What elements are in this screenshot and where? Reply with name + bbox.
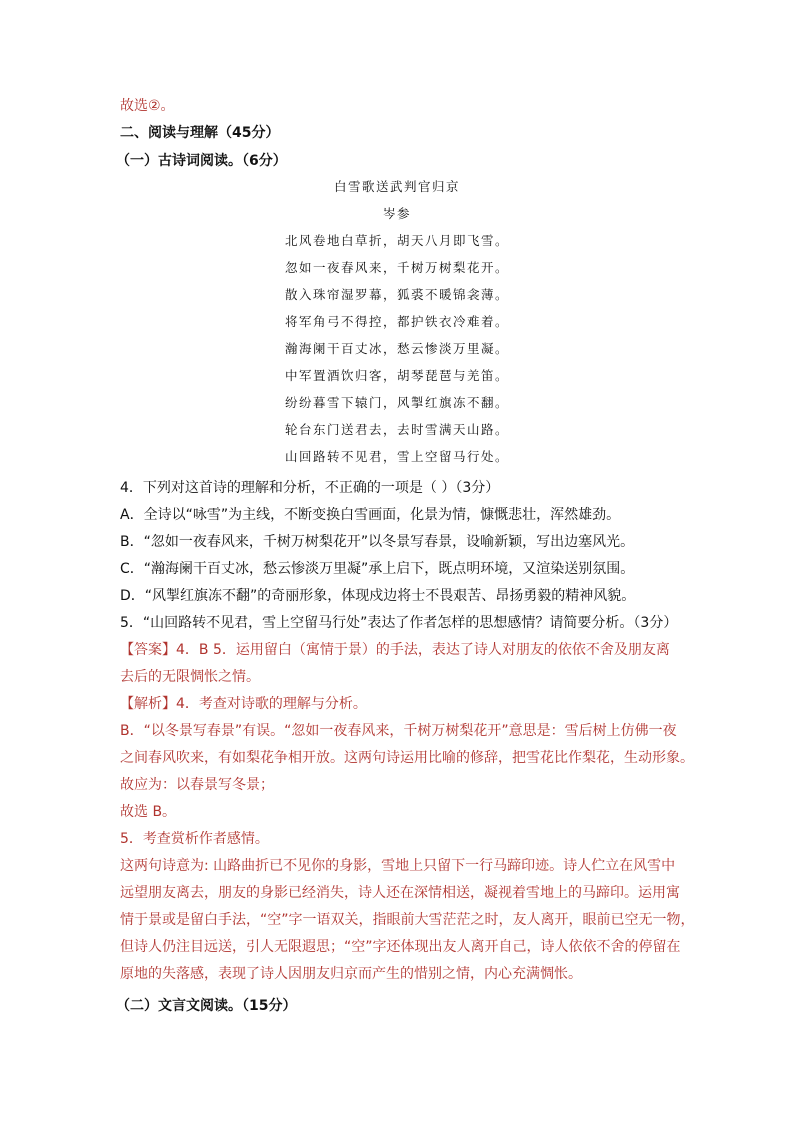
analysis-line: 原地的失落感，表现了诗人因朋友归京而产生的惜别之情，内心充满惆怅。 — [120, 966, 582, 982]
analysis-line: 故应为：以春景写冬景； — [120, 777, 274, 793]
poem-line: 散入珠帘湿罗幕，狐裘不暖锦衾薄。 — [284, 287, 509, 302]
answer-line: 【答案】4．B 5．运用留白（寓情于景）的手法，表达了诗人对朋友的依依不舍及朋友离 — [120, 642, 670, 658]
analysis-line: 【解析】4．考查对诗歌的理解与分析。 — [120, 696, 367, 712]
question-5-stem: 5．“山回路转不见君，雪上空留马行处”表达了作者怎样的思想感情？请简要分析。（3分） — [120, 615, 678, 631]
poem-line: 中军置酒饮归客，胡琴琵琶与羌笛。 — [284, 368, 509, 383]
intro-line: 故选②。 — [120, 98, 175, 114]
subsection-title-poetry: （一）古诗词阅读。（6分） — [116, 153, 287, 169]
option-b: B．“忽如一夜春风来，千树万树梨花开”以冬景写春景，设喻新颖，写出边塞风光。 — [120, 534, 635, 550]
analysis-line: 这两句诗意为: 山路曲折已不见你的身影，雪地上只留下一行马蹄印迹。诗人伫立在风雪中 — [120, 858, 676, 874]
analysis-line: 5．考查赏析作者感情。 — [120, 831, 269, 847]
poem-line: 瀚海阑干百丈冰，愁云惨淡万里凝。 — [284, 341, 509, 356]
poem-title: 白雪歌送武判官归京 — [333, 179, 460, 194]
poem-line: 忽如一夜春风来，千树万树梨花开。 — [284, 260, 509, 275]
poem-author: 岑参 — [382, 206, 411, 221]
question-4-stem: 4．下列对这首诗的理解和分析，不正确的一项是（ ）（3分） — [120, 480, 500, 496]
section-title: 二、阅读与理解（45分） — [120, 125, 280, 141]
poem-line: 将军角弓不得控，都护铁衣冷难着。 — [284, 314, 509, 329]
subsection-title-classical: （二）文言文阅读。（15分） — [116, 998, 297, 1014]
option-d: D．“风掣红旗冻不翻”的奇丽形象，体现戍边将士不畏艰苦、昂扬勇毅的精神风貌。 — [120, 588, 636, 604]
analysis-line: 远望朋友离去，朋友的身影已经消失，诗人还在深情相送，凝视着雪地上的马蹄印。运用寓 — [120, 885, 680, 901]
analysis-line: 之间春风吹来，有如梨花争相开放。这两句诗运用比喻的修辞，把雪花比作梨花，生动形象。 — [120, 750, 694, 766]
answer-line: 去后的无限惆怅之情。 — [120, 669, 260, 685]
analysis-line: B．“以冬景写春景”有误。“忽如一夜春风来，千树万树梨花开”意思是：雪后树上仿佛一夜 — [120, 723, 677, 739]
analysis-line: 故选 B。 — [120, 804, 177, 820]
option-c: C．“瀚海阑干百丈冰，愁云惨淡万里凝”承上启下，既点明环境，又渲染送别氛围。 — [120, 561, 635, 577]
analysis-line: 但诗人仍注目远送，引人无限遐思；“空”字还体现出友人离开自己，诗人依依不舍的停留在 — [120, 939, 681, 955]
poem-line: 纷纷暮雪下辕门，风掣红旗冻不翻。 — [284, 395, 509, 410]
poem-line: 山回路转不见君，雪上空留马行处。 — [284, 449, 509, 464]
option-a: A．全诗以“咏雪”为主线，不断变换白雪画面，化景为情，慷慨悲壮，浑然雄劲。 — [120, 507, 621, 523]
poem-line: 轮台东门送君去，去时雪满天山路。 — [284, 422, 509, 437]
poem-line: 北风卷地白草折，胡天八月即飞雪。 — [284, 233, 509, 248]
analysis-line: 情于景或是留白手法，“空”字一语双关，指眼前大雪茫茫之时，友人离开，眼前已空无一物， — [120, 912, 695, 928]
